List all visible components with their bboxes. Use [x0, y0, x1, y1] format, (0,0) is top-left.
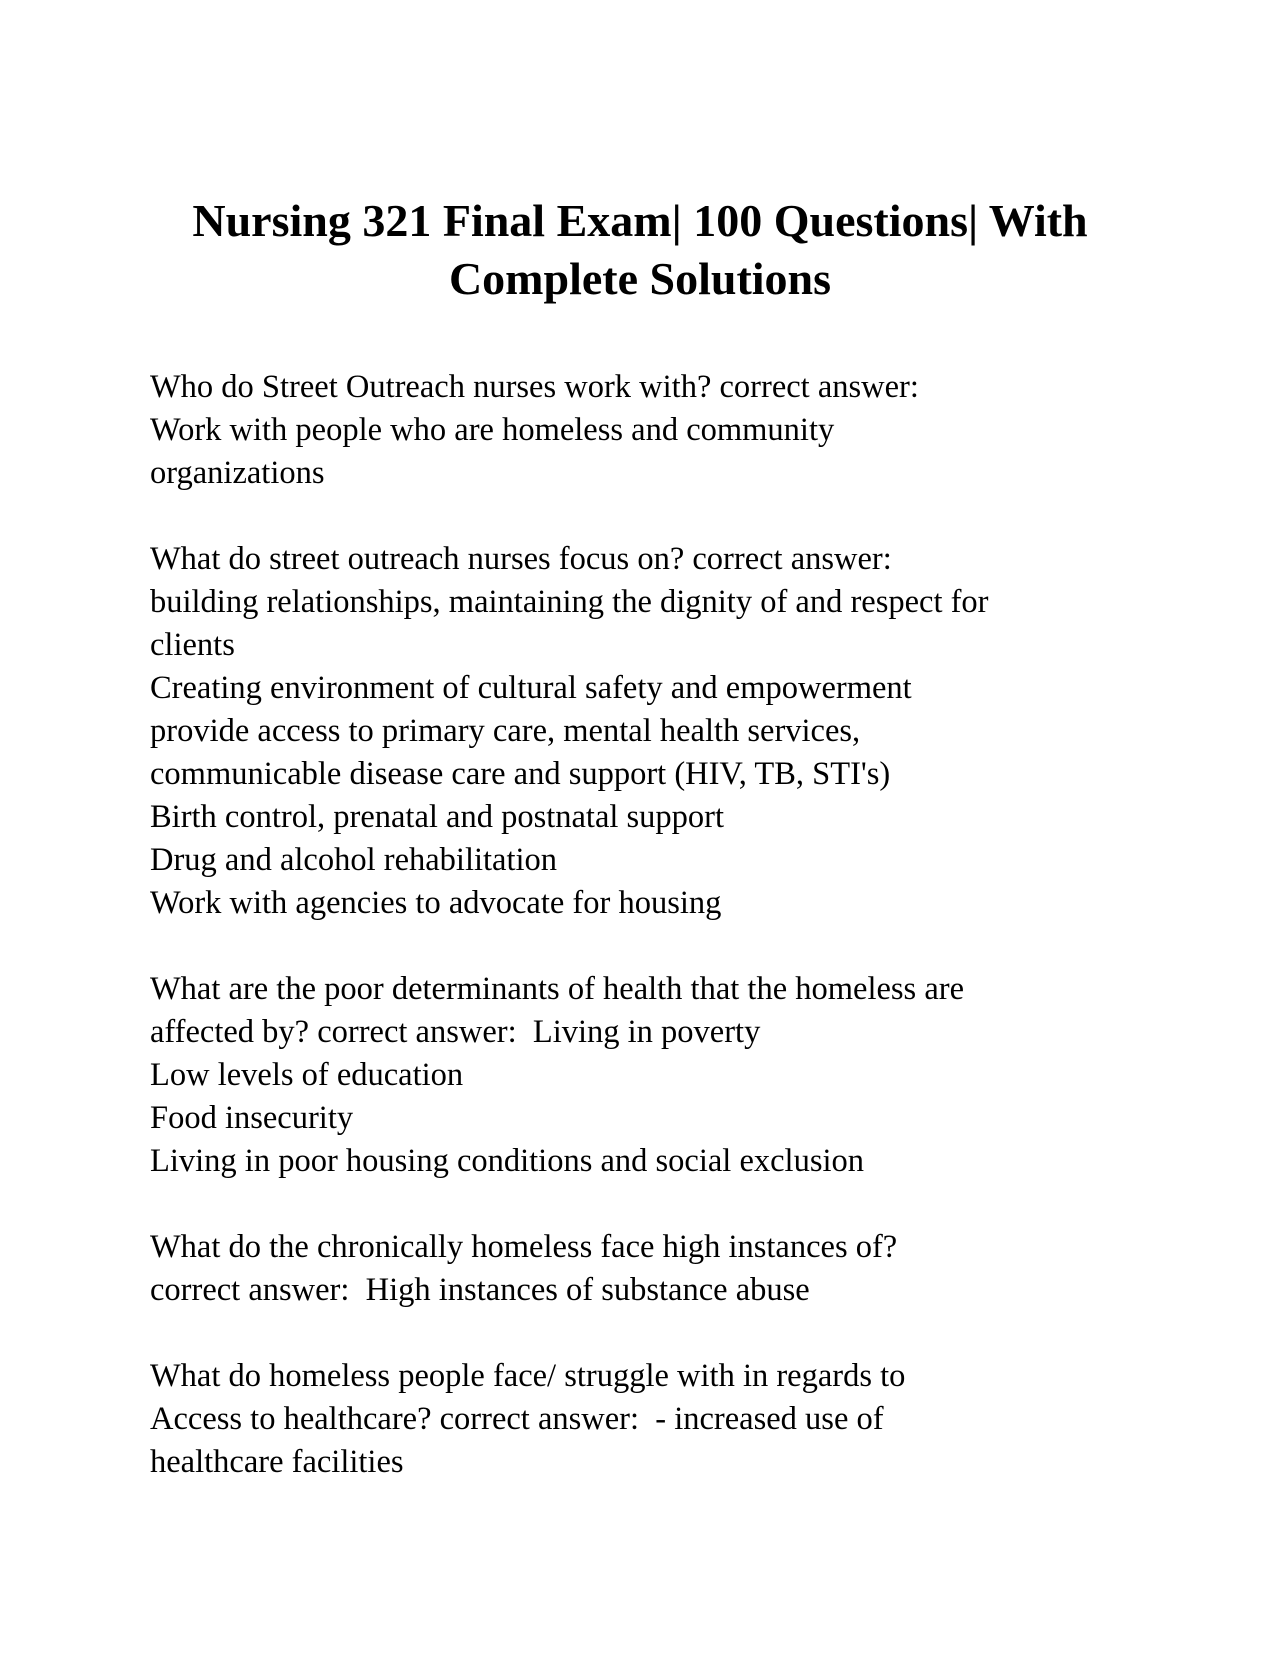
text-line: organizations: [150, 455, 325, 491]
document-body: [150, 366, 1150, 1527]
text-line: building relationships, maintaining the dignity of and respect for: [150, 584, 989, 620]
text-line: healthcare facilities: [150, 1444, 404, 1480]
text-line: What do homeless people face/ struggle with in regards to: [150, 1358, 906, 1394]
text-line: Food insecurity: [150, 1100, 354, 1136]
text-line: What are the poor determinants of health that the homeless are: [150, 971, 964, 1007]
qa-entry: [150, 366, 1150, 495]
document-title: [140, 192, 1140, 308]
text-line: Living in poor housing conditions and social exclusion: [150, 1143, 865, 1179]
qa-entry: [150, 1355, 1150, 1484]
text-line: Creating environment of cultural safety and empowerment: [150, 670, 912, 706]
text-line: Work with agencies to advocate for housing: [150, 885, 722, 921]
text-line: Birth control, prenatal and postnatal support: [150, 799, 725, 835]
text-line: correct answer: High instances of substance abuse: [150, 1272, 810, 1308]
title-line: Nursing 321 Final Exam| 100 Questions| With: [192, 195, 1088, 246]
qa-entry: [150, 968, 1150, 1183]
text-line: Who do Street Outreach nurses work with? correct answer:: [150, 369, 919, 405]
text-line: clients: [150, 627, 235, 663]
qa-entry: [150, 1226, 1150, 1312]
title-line: Complete Solutions: [448, 253, 832, 304]
text-line: provide access to primary care, mental health services,: [150, 713, 861, 749]
text-line: What do the chronically homeless face high instances of?: [150, 1229, 898, 1265]
qa-entry: [150, 538, 1150, 925]
text-line: What do street outreach nurses focus on? correct answer:: [150, 541, 892, 577]
text-line: Access to healthcare? correct answer: - increased use of: [150, 1401, 884, 1437]
text-line: Low levels of education: [150, 1057, 464, 1093]
text-line: Drug and alcohol rehabilitation: [150, 842, 558, 878]
text-line: communicable disease care and support (HIV, TB, STI's): [150, 756, 891, 792]
text-line: Work with people who are homeless and community: [150, 412, 835, 448]
text-line: affected by? correct answer: Living in poverty: [150, 1014, 761, 1050]
